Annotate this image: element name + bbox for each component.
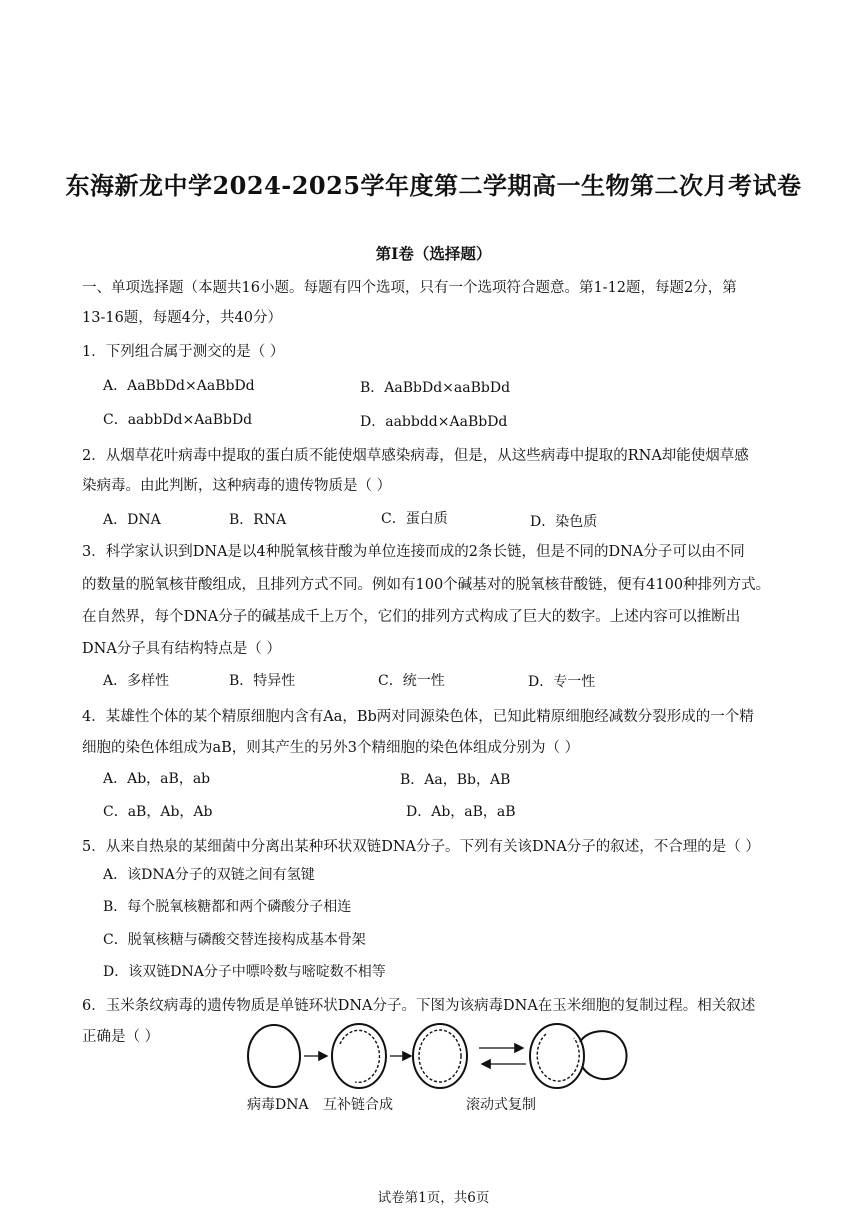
q2-option-a: A．DNA <box>103 512 161 528</box>
label-complement-synthesis: 互补链合成 <box>323 1097 393 1113</box>
displaced-strand-loop <box>580 1031 627 1079</box>
label-rolling-replication: 滚动式复制 <box>466 1097 536 1113</box>
q4-stem-line-1: 4．某雄性个体的某个精原细胞内含有Aa，Bb两对同源染色体，已知此精原细胞经减数分裂形成的一个精 <box>82 709 754 725</box>
q1-option-d: D．aabbdd×AaBbDd <box>360 414 508 430</box>
q1-option-c: C．aabbDd×AaBbDd <box>103 412 253 428</box>
q6-stem-line-1: 6．玉米条纹病毒的遗传物质是单链环状DNA分子。下图为该病毒DNA在玉米细胞的复制过程。相关叙述 <box>82 998 756 1014</box>
q3-stem-line-4: DNA分子具有结构特点是（ ） <box>82 641 281 657</box>
exam-title: 东海新龙中学2024-2025学年度第二学期高一生物第二次月考试卷 <box>65 171 802 200</box>
q2-stem-line-1: 2．从烟草花叶病毒中提取的蛋白质不能使烟草感染病毒，但是，从这些病毒中提取的RNA却能使烟草感 <box>82 448 749 464</box>
q2-option-c: C．蛋白质 <box>381 511 448 527</box>
instructions-line-2: 13-16题，每题4分，共40分） <box>82 310 282 326</box>
q3-option-b: B．特异性 <box>229 673 296 689</box>
complement-outer-circle <box>332 1024 386 1088</box>
q2-stem-line-2: 染病毒。由此判断，这种病毒的遗传物质是（ ） <box>82 478 392 494</box>
rolling-circle-outer <box>530 1024 584 1088</box>
section-title: 第Ⅰ卷（选择题） <box>375 244 492 263</box>
virus-dna-circle <box>248 1025 300 1087</box>
q3-stem-line-2: 的数量的脱氧核苷酸组成，且排列方式不同。例如有100个碱基对的脱氧核苷酸链，便有4100种排列方式。 <box>82 577 771 593</box>
q3-option-c: C．统一性 <box>378 673 445 689</box>
q4-option-c: C．aB，Ab，Ab <box>103 804 213 820</box>
complement-partial-strand <box>340 1030 379 1082</box>
q3-option-a: A．多样性 <box>103 673 170 689</box>
q4-stem-line-2: 细胞的染色体组成为aB，则其产生的另外3个精细胞的染色体组成分别为（ ） <box>82 740 580 756</box>
q6-stem-line-2: 正确是（ ） <box>82 1029 160 1045</box>
instructions-line-1: 一、单项选择题（本题共16小题。每题有四个选项，只有一个选项符合题意。第1-12题，每题2分，第 <box>82 280 737 296</box>
q5-option-a: A．该DNA分子的双链之间有氢键 <box>103 867 315 883</box>
q5-stem: 5．从来自热泉的某细菌中分离出某种环状双链DNA分子。下列有关该DNA分子的叙述，不合理的是（ ） <box>82 839 760 855</box>
q3-stem-line-3: 在自然界，每个DNA分子的碱基成千上万个，它们的排列方式构成了巨大的数字。上述内容可以推断出 <box>82 609 741 625</box>
q1-stem: 1．下列组合属于测交的是（ ） <box>82 344 285 360</box>
q2-option-b: B．RNA <box>229 512 287 528</box>
q5-option-d: D．该双链DNA分子中嘌呤数与嘧啶数不相等 <box>103 964 386 980</box>
q5-option-c: C．脱氧核糖与磷酸交替连接构成基本骨架 <box>103 932 366 948</box>
q5-option-b: B．每个脱氧核糖都和两个磷酸分子相连 <box>103 899 352 915</box>
q3-stem-line-1: 3．科学家认识到DNA是以4种脱氧核苷酸为单位连接而成的2条长链，但是不同的DNA分子可以由不同 <box>82 544 745 560</box>
q1-option-b: B．AaBbDd×aaBbDd <box>360 380 511 396</box>
q4-option-d: D．Ab，aB，aB <box>406 804 516 820</box>
q3-option-d: D．专一性 <box>528 674 596 690</box>
page-footer: 试卷第1页，共6页 <box>377 1190 490 1206</box>
double-strand-outer <box>413 1024 467 1088</box>
rolling-circle-inner <box>537 1034 579 1081</box>
q1-option-a: A．AaBbDd×AaBbDd <box>103 378 255 394</box>
double-strand-inner <box>419 1030 461 1082</box>
q4-option-b: B．Aa，Bb，AB <box>400 772 511 788</box>
q4-option-a: A．Ab，aB，ab <box>103 771 211 787</box>
label-virus-dna: 病毒DNA <box>247 1097 309 1113</box>
q2-option-d: D．染色质 <box>530 514 598 530</box>
